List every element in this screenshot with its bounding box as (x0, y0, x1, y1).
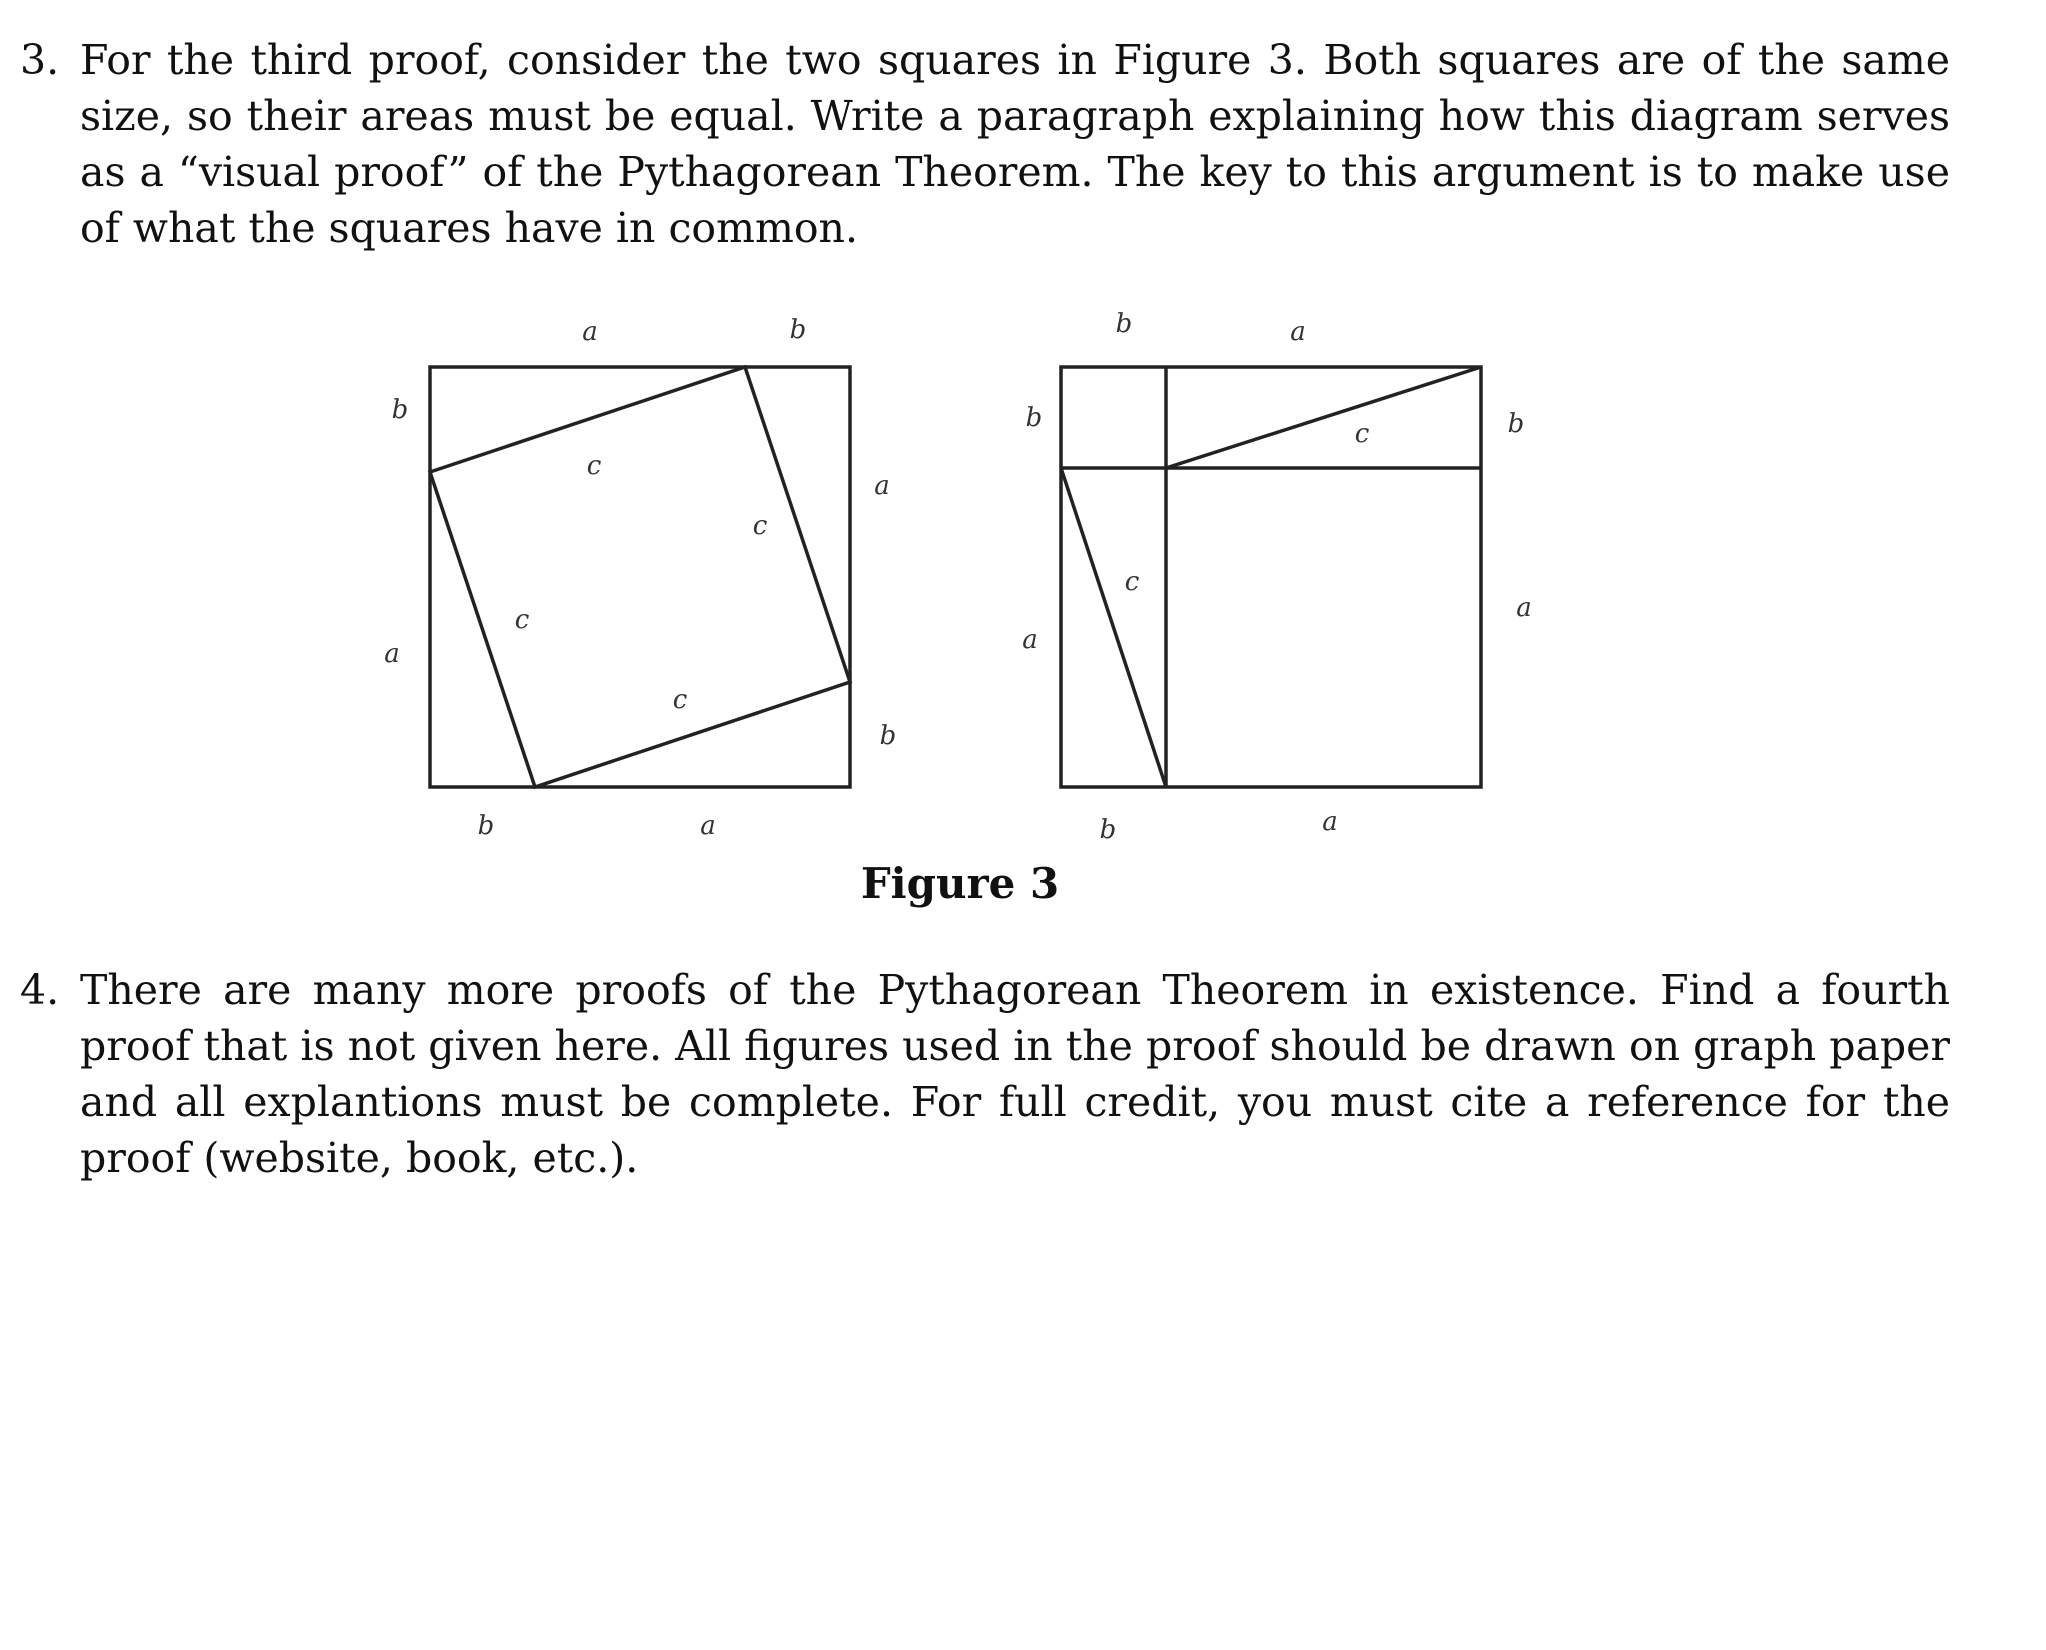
problem-4-number: 4. (20, 966, 60, 1014)
right-label-hyp-top: c (1354, 419, 1370, 449)
right-label-bottom-a: a (1322, 807, 1338, 837)
right-label-top-a: a (1290, 317, 1306, 347)
right-square-figure (1061, 367, 1481, 787)
left-label-bottom-a: a (700, 811, 716, 841)
right-label-top-b: b (1115, 309, 1133, 339)
right-label-left-b: b (1025, 403, 1043, 433)
problem-4 (20, 962, 1950, 1186)
right-label-hyp-left: c (1124, 567, 1140, 597)
left-outer-square (430, 367, 850, 787)
left-label-top-a: a (582, 317, 598, 347)
right-label-left-a: a (1022, 625, 1038, 655)
left-label-right-a: a (874, 471, 890, 501)
left-label-left-a: a (384, 639, 400, 669)
right-label-right-a: a (1516, 593, 1532, 623)
problem-3-text: For the third proof, consider the two squares in Figure 3. Both squares are of the same size, so their areas must be equal. Write a paragraph explaining how this diagram serves as a “visual proof” of the Pythagorean Theorem. The key to this argument is to make use of what the squares have in common. (80, 36, 1950, 252)
left-square-figure (430, 367, 850, 787)
left-label-bottom-b: b (477, 811, 495, 841)
problem-4-text: There are many more proofs of the Pythagorean Theorem in existence. Find a fourth proof that is not given here. All figures used in the proof should be drawn on graph paper and all explantions must be complete. For full credit, you must cite a reference for the proof (website, book, etc.). (80, 966, 1950, 1182)
left-label-hyp-left: c (514, 605, 530, 635)
right-label-right-b: b (1507, 409, 1525, 439)
right-outer-square (1061, 367, 1481, 787)
right-left-diagonal (1061, 468, 1166, 787)
right-label-bottom-b: b (1099, 815, 1117, 845)
figure-caption: Figure 3 (860, 859, 1060, 908)
left-label-top-b: b (789, 315, 807, 345)
left-inner-square (430, 367, 850, 787)
problem-3-number: 3. (20, 36, 60, 84)
left-label-left-b: b (391, 395, 409, 425)
left-label-hyp-right: c (752, 511, 768, 541)
left-label-hyp-bottom: c (672, 685, 688, 715)
problem-3 (20, 32, 1950, 256)
left-label-right-b: b (879, 721, 897, 751)
right-top-diagonal (1166, 367, 1481, 468)
left-label-hyp-top: c (586, 451, 602, 481)
